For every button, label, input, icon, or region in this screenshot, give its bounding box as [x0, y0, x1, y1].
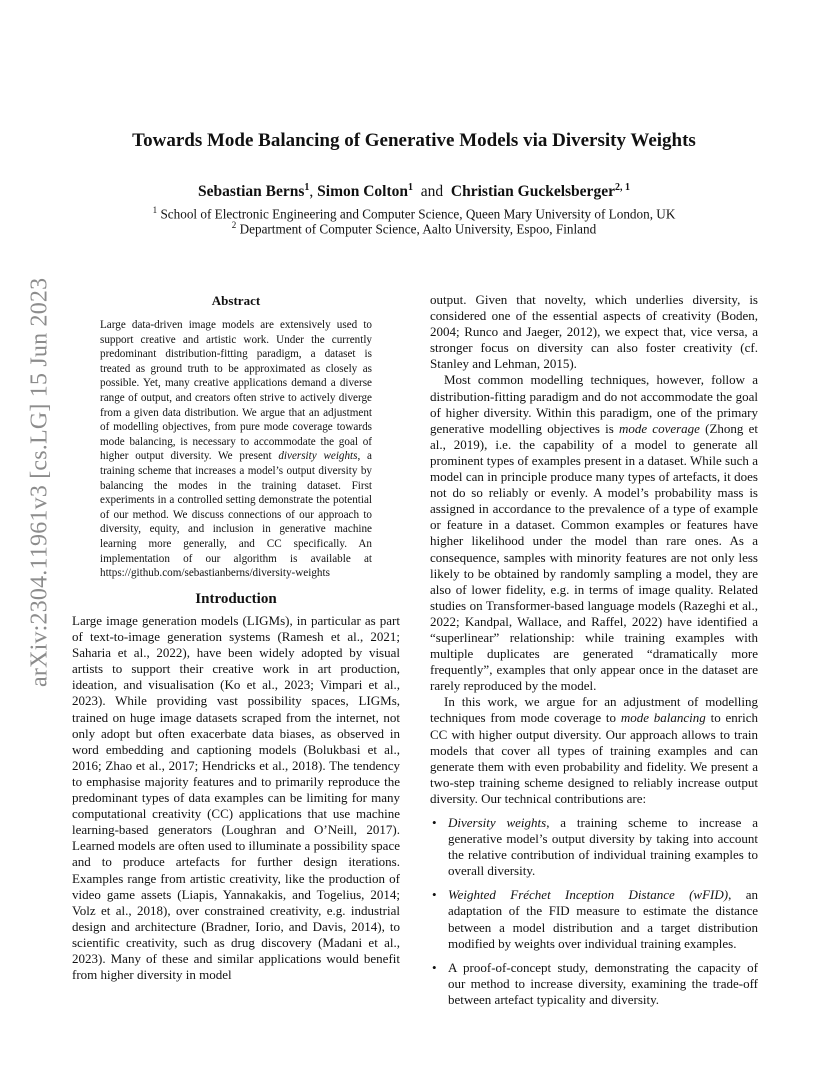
author-affil-mark: 2, 1 — [614, 182, 630, 193]
affiliation-text: Department of Computer Science, Aalto University, Espoo, Finland — [239, 221, 597, 237]
abstract-text: , a training scheme that increases a model’s output diversity by balancing the modes in the training dataset. First experiments in a controlled setting demonstrate the potential of our method. We discuss connections of our approach to diversity, equity, and inclusion in generative machine learning more generally, and CC specifically. An implementation of our algorithm is available at https://github.com/sebastianberns/diversity-weights — [100, 450, 372, 580]
author-name: Simon Colton — [317, 183, 409, 201]
paragraph-emphasis: mode balancing — [620, 710, 706, 726]
affiliation — [0, 220, 828, 237]
introduction-paragraph: Large image generation models (LIGMs), in particular as part of text-to-image generation systems (Ramesh et al., 2021; Saharia et al., 2022), have been widely adopted by visual artists to support their creative work in art production, ideation, and visualisation (Ko et al., 2023; Vimpari et al., 2023). While providing vast possibility spaces, LIGMs, trained on huge image datasets scraped from the internet, not only adopt but often exacerbate data biases, as observed in word embedding and captioning models (Bolukbasi et al., 2016; Zhao et al., 2017; Hendricks et al., 2018). The tendency to emphasise majority features and to primarily reproduce the predominant types of data examples can be limiting for many computational creativity (CC) applications that use machine learning-based generators (Loughran and O’Neill, 2017). Learned models are often used to illuminate a possibility space and to produce artefacts for further design iterations. Examples range from artistic creativity, like the production of video game assets (Liapis, Yannakakis, and Togelius, 2014; Volz et al., 2018), over constrained creativity, e.g. industrial design and architecture (Bradner, Iorio, and Davis, 2014), to scientific creativity, such as drug discovery (Madani et al., 2023). Many of these and similar applications would benefit from higher diversity in model — [72, 613, 400, 983]
abstract-text: Large data-driven image models are extensively used to support creative and artistic work. Under the currently predominant distribution-fitting paradigm, a dataset is treated as ground truth to be approximated as closely as possible. Yet, many creative applications demand a diverse range of output, and creators often strive to actively diverge from a given data distribution. We argue that an adjustment of modelling objectives, from pure mode coverage towards mode balancing, is necessary to accommodate the goal of higher output diversity. We present — [100, 319, 372, 463]
author-affil-mark: 1 — [408, 182, 414, 193]
author-affil-mark: 1 — [304, 182, 310, 193]
author-name: Sebastian Berns — [198, 183, 305, 201]
introduction-paragraph — [430, 694, 758, 807]
right-column — [430, 292, 758, 1016]
paragraph-text: Most common modelling techniques, however, follow a distribution-fitting paradigm and do not accommodate the goal of higher diversity. Within this paradigm, one of the primary generative modelling objectives is — [430, 372, 758, 436]
paragraph-emphasis: mode coverage — [618, 420, 700, 436]
list-item-emphasis: Weighted Fréchet Inception Distance (wFID) — [448, 887, 729, 903]
author-and: and — [420, 183, 444, 201]
list-item-text: , an adaptation of the FID measure to estimate the distance between a model distribution and a target distribution modified by weights over individual training examples. — [448, 887, 758, 951]
affiliation-text: School of Electronic Engineering and Computer Science, Queen Mary University of London, UK — [160, 206, 676, 222]
affiliation-mark: 2 — [231, 220, 237, 230]
paragraph-text: (Zhong et al., 2019), i.e. the capability of a model to generate all prominent types of examples present in a dataset. While such a model can in principle produce many types of artefacts, it does not do so reliably or evenly. A model’s probability mass is assigned in accordance to the prevalence of a type of example or feature in a dataset. Common examples or features have higher likelihood under the model than rare ones. As a consequence, samples with minority features are not only less likely to be obtained by randomly sampling a model, they are also of lower fidelity, e.g. in terms of image quality. Related studies on Transformer-based language models (Razeghi et al., 2022; Kandpal, Wallace, and Raffel, 2022) have identified a “superlinear” relationship: while training examples with multiple duplicates are generated “dramatically more frequently”, examples that only appear once in the dataset are rarely reproduced by the model. — [430, 420, 758, 694]
introduction-paragraph — [430, 372, 758, 694]
paper-title: Towards Mode Balancing of Generative Models via Diversity Weights — [132, 130, 696, 151]
list-item — [430, 887, 758, 951]
affiliation-mark: 1 — [152, 205, 158, 215]
bullet-icon: • — [432, 815, 437, 830]
paragraph-text: In this work, we argue for an adjustment of modelling techniques from mode coverage to — [430, 694, 758, 726]
list-item-text: , a training scheme to increase a generative model’s output diversity by taking into account the relative contribution of individual training examples to overall diversity. — [448, 815, 758, 879]
author-separator: , — [309, 183, 318, 201]
list-item-text: A proof-of-concept study, demonstrating the capacity of our method to increase diversity, examining the trade-off between artefact typicality and diversity. — [448, 959, 758, 1007]
section-heading-introduction: Introduction — [195, 591, 277, 607]
list-item — [430, 815, 758, 879]
list-item — [430, 960, 758, 1008]
bullet-icon: • — [432, 887, 437, 903]
abstract-emphasis: diversity weights — [278, 450, 358, 463]
abstract-heading: Abstract — [211, 293, 261, 308]
arxiv-identifier: arXiv:2304.11961v3 [cs.LG] 15 Jun 2023 — [26, 277, 53, 688]
paragraph-text: to enrich CC with higher output diversity. Our approach allows to train models that cover all types of training examples and can generate them with even probability and fidelity. We present a two-step training scheme designed to reliably increase output diversity. Our technical contributions are: — [430, 710, 759, 806]
abstract-body — [100, 318, 372, 581]
list-item-emphasis: Diversity weights — [448, 815, 547, 830]
bullet-icon: • — [432, 959, 437, 975]
author-list — [0, 182, 828, 201]
introduction-paragraph: output. Given that novelty, which underlies diversity, is considered one of the essential aspects of creativity (Boden, 2004; Runco and Jaeger, 2012), we expect that, vice versa, a stronger focus on diversity can also foster creativity (cf. Stanley and Lehman, 2015). — [430, 292, 758, 372]
contributions-list — [430, 815, 758, 1008]
author-name: Christian Guckelsberger — [450, 183, 615, 201]
